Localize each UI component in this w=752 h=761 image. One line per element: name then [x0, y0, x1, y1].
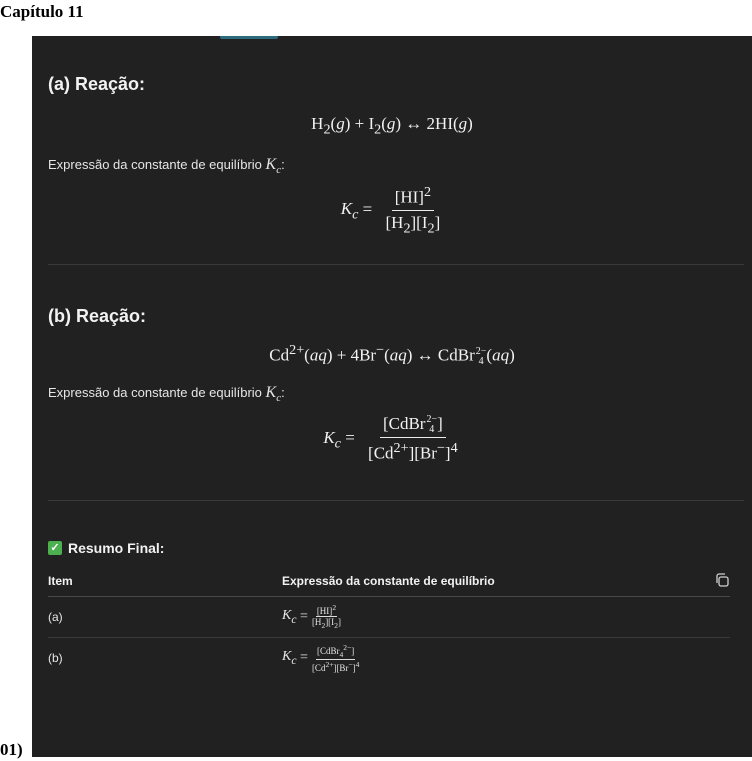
section-b-label: Expressão da constante de equilíbrio $K_c$:	[48, 384, 285, 405]
section-a-label: Expressão da constante de equilíbrio $K_c$:	[48, 156, 285, 177]
kc-symbol: $K_c$	[265, 156, 282, 177]
section-a-heading: (a) Reação:	[48, 74, 146, 94]
chat-response-panel	[32, 36, 752, 757]
table-row	[48, 597, 730, 638]
check-icon: ✓	[48, 541, 62, 555]
summary-heading: ✓ Resumo Final:	[48, 540, 164, 556]
section-b-heading: (b) Reação:	[48, 306, 147, 326]
table-header	[48, 568, 730, 597]
kc-expression-b: $K_c$ = [CdBr 2− 4 ] $[Cd^{2+}][Br^-]^4$	[323, 414, 458, 463]
table-row	[48, 638, 730, 678]
kc-symbol: $K_c$	[265, 384, 282, 405]
question-number: 01)	[0, 740, 23, 759]
section-divider	[48, 264, 744, 265]
section-divider	[48, 500, 744, 501]
column-header-expression: Expressão da constante de equilíbrio	[282, 574, 495, 588]
column-header-item: Item	[48, 574, 73, 588]
row-expression: $K_c$ = $\frac{[HI]^2}{[H_2][I_2]}$	[282, 603, 341, 630]
copy-icon[interactable]	[714, 572, 730, 588]
row-item-label: (a)	[48, 610, 63, 624]
row-item-label: (b)	[48, 651, 63, 665]
reaction-b-equation: $Cd^{2+}(aq) + 4Br^-(aq)$ ↔ CdBr 2− 4 (aq)	[269, 342, 515, 367]
kc-expression-a: $K_c$ = $\frac{[HI]^2}{[H_2][I_2]}$	[340, 184, 441, 237]
chapter-heading: Capítulo 11	[0, 2, 84, 21]
reaction-a-equation: $H_2(g) + I_2(g)$ ↔ 2HI(g)	[311, 114, 473, 138]
summary-table	[48, 568, 730, 678]
row-expression: $K_c$ = $\frac{[CdBr_4^{2-}]}{[Cd^{2+}][Br^-]^4}$	[282, 642, 360, 674]
scroll-indicator	[220, 36, 278, 39]
